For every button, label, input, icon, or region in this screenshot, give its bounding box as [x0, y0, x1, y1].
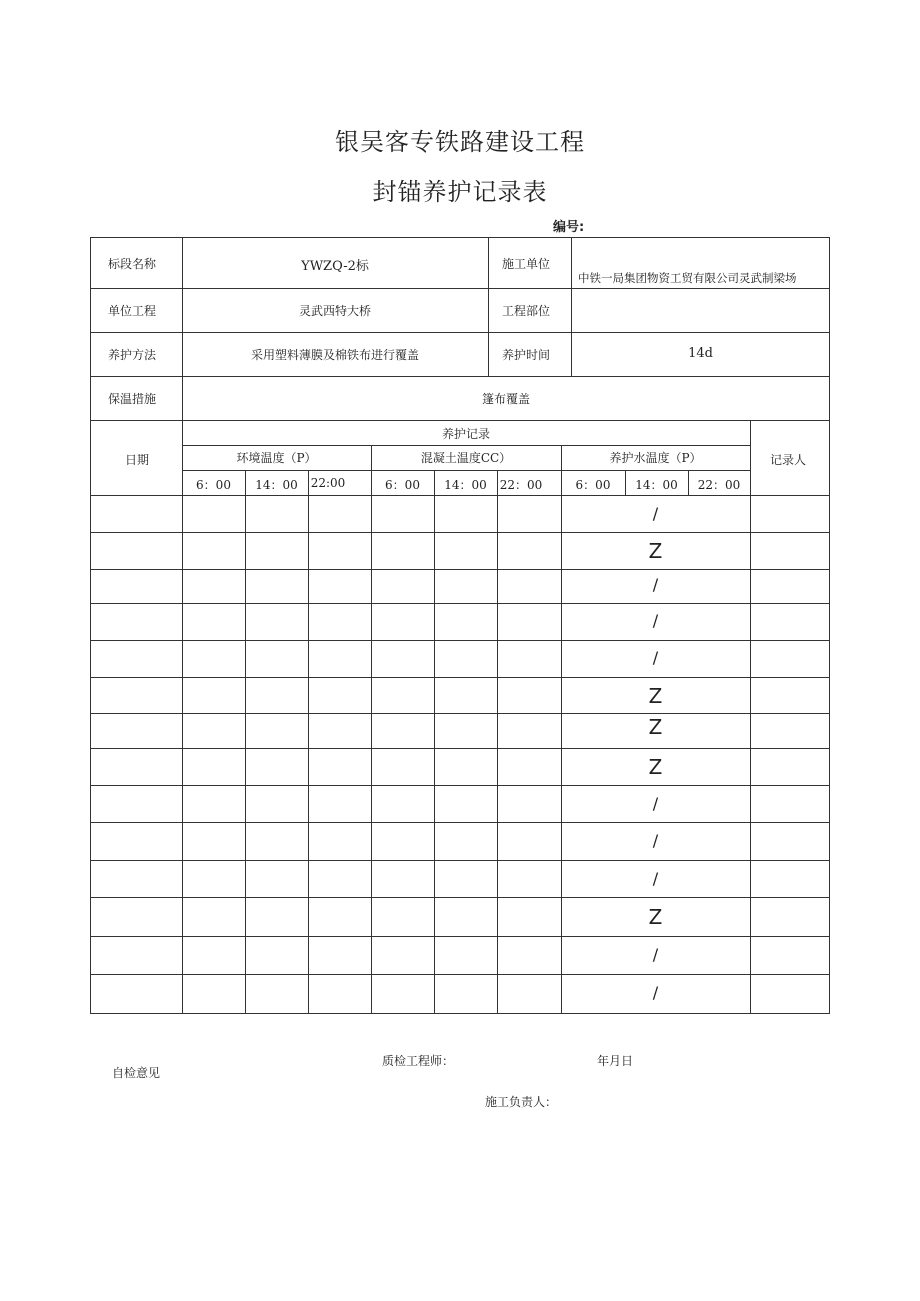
curing-record-label: 养护记录 — [441, 427, 490, 441]
water-temp-mark: Z — [648, 905, 663, 929]
row-divider — [90, 897, 830, 898]
row-divider — [90, 532, 830, 533]
water-temp-mark: Z — [648, 715, 663, 739]
water-temp-mark: Z — [648, 755, 663, 779]
curing-method-label: 养护方法 — [108, 348, 157, 362]
insulation-label: 保温措施 — [108, 392, 157, 406]
document-title: 银吴客专铁路建设工程 — [335, 128, 585, 156]
time-header: 22：00 — [697, 478, 741, 492]
row-divider — [90, 785, 830, 786]
time-header: 14：00 — [635, 478, 678, 492]
contractor-label: 施工单位 — [502, 257, 551, 271]
row-divider — [90, 713, 830, 714]
self-check-label: 自检意见 — [112, 1066, 161, 1080]
water-temp-mark: Z — [648, 684, 663, 708]
row-divider — [90, 640, 830, 641]
time-header: 6：00 — [575, 478, 611, 492]
col-divider — [434, 470, 435, 1014]
time-header: 14：00 — [444, 478, 487, 492]
time-header: 6：00 — [196, 478, 231, 492]
serial-number-label: 编号: — [553, 220, 585, 235]
date-label: 年月日 — [597, 1054, 634, 1068]
unit-project-label: 单位工程 — [108, 304, 157, 318]
site-manager-label: 施工负责人： — [485, 1095, 558, 1109]
time-header: 14：00 — [255, 478, 298, 492]
col-divider — [371, 445, 372, 1014]
water-temp-mark: Z — [648, 539, 663, 563]
recorder-column-label: 记录人 — [770, 453, 807, 467]
concrete-temp-header: 混凝土温度CC） — [420, 451, 512, 465]
contractor-value: 中铁一局集团物资工贸有限公司灵武制梁场 — [578, 271, 797, 285]
water-temp-mark: / — [652, 983, 659, 1002]
col-divider — [750, 420, 751, 1014]
col-divider — [308, 470, 309, 1014]
row-divider — [90, 603, 830, 604]
document-subtitle: 封锚养护记录表 — [372, 178, 548, 206]
row-divider — [90, 495, 830, 496]
water-temp-mark: / — [652, 831, 659, 850]
time-header: 22:00 — [310, 476, 346, 490]
water-temp-mark: / — [652, 504, 659, 523]
curing-time-label: 养护时间 — [502, 348, 551, 362]
row-divider — [90, 420, 830, 421]
row-divider — [90, 569, 830, 570]
row-divider — [90, 974, 830, 975]
time-header: 6：00 — [385, 478, 420, 492]
section-name-value: YWZQ-2标 — [301, 259, 369, 274]
insulation-value: 篷布覆盖 — [481, 392, 530, 406]
water-temp-mark: / — [652, 945, 659, 964]
water-temp-mark: / — [652, 611, 659, 630]
row-divider — [90, 860, 830, 861]
col-divider — [497, 470, 498, 1014]
row-divider — [182, 445, 750, 446]
water-temp-mark: / — [652, 869, 659, 888]
row-divider — [90, 288, 830, 289]
row-divider — [90, 822, 830, 823]
qc-engineer-label: 质检工程师： — [382, 1054, 455, 1068]
col-divider — [182, 420, 183, 1014]
water-temp-mark: / — [652, 575, 659, 594]
row-divider — [90, 748, 830, 749]
unit-project-value: 灵武西特大桥 — [298, 304, 371, 318]
water-temp-mark: / — [652, 794, 659, 813]
col-divider — [488, 237, 489, 376]
curing-method-value: 采用塑料薄膜及棉铁布进行覆盖 — [250, 348, 419, 362]
curing-time-value: 14d — [688, 346, 713, 361]
row-divider — [90, 332, 830, 333]
col-divider — [245, 470, 246, 1014]
row-divider — [90, 936, 830, 937]
project-part-label: 工程部位 — [502, 304, 551, 318]
water-temp-mark: / — [652, 648, 659, 667]
water-temp-header: 养护水温度（P） — [609, 451, 702, 465]
ambient-temp-header: 环境温度（P） — [236, 451, 317, 465]
section-name-label: 标段名称 — [108, 257, 157, 271]
row-divider — [90, 376, 830, 377]
date-column-label: 日期 — [125, 453, 150, 467]
row-divider — [182, 470, 750, 471]
row-divider — [90, 677, 830, 678]
time-header: 22：00 — [499, 478, 543, 492]
